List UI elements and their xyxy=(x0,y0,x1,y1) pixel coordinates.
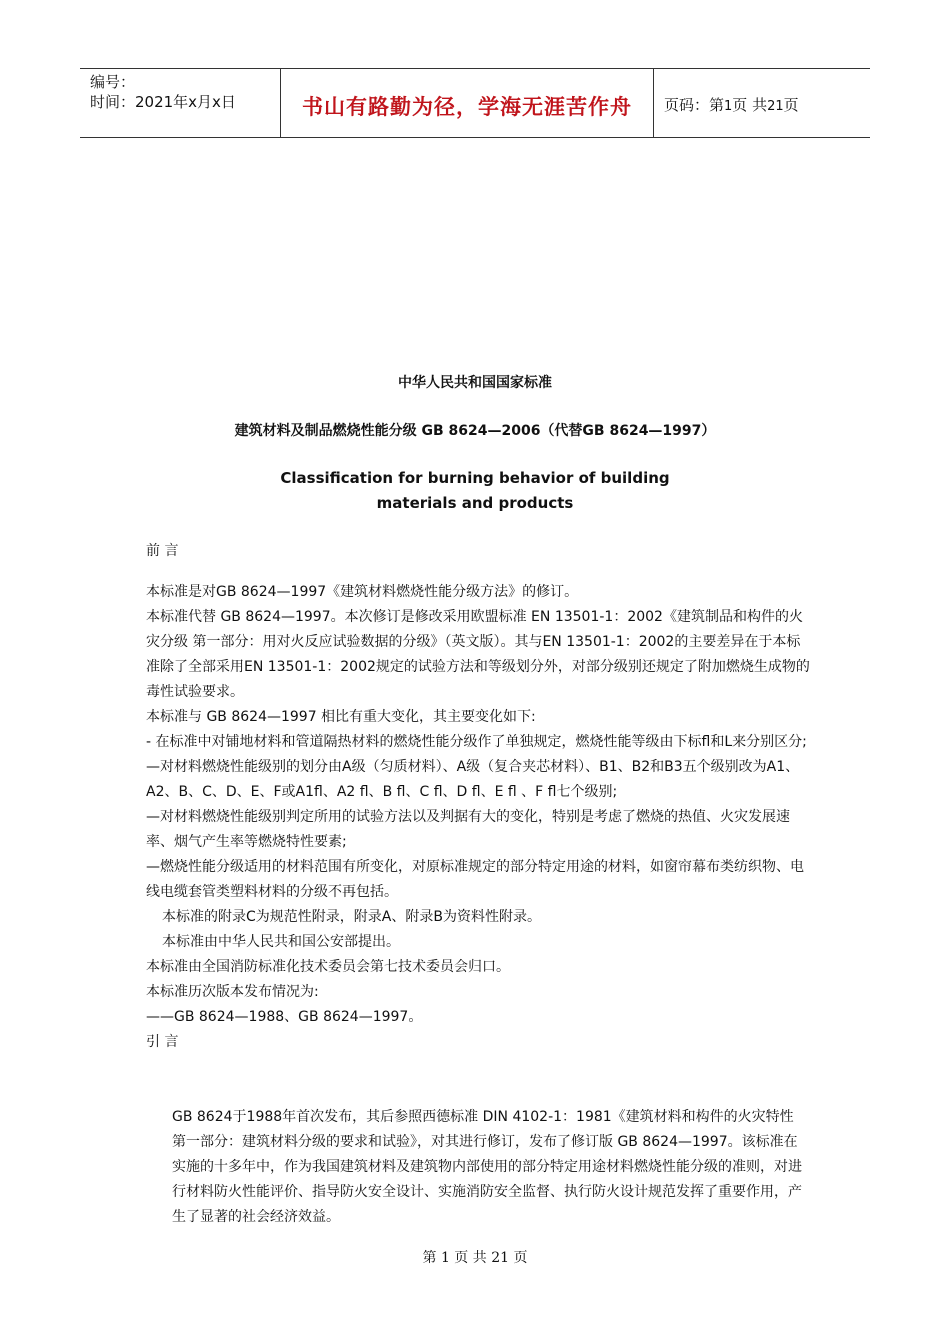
list-item: - 在标准中对铺地材料和管道隔热材料的燃烧性能分级作了单独规定，燃烧性能等级由下标fl和L来分别区分; xyxy=(146,734,807,750)
paragraph: 本标准由中华人民共和国公安部提出。 xyxy=(162,934,400,950)
paragraph: 本标准历次版本发布情况为: xyxy=(146,984,319,1000)
list-item: —燃烧性能分级适用的材料范围有所变化，对原标准规定的部分特定用途的材料，如窗帘幕布类纺织物、电线电缆套管类塑料材料的分级不再包括。 xyxy=(146,859,804,900)
page-total: 21 xyxy=(767,99,784,114)
page-mid-label: 页 共 xyxy=(732,96,768,114)
intro-body xyxy=(146,1105,810,1230)
paragraph: 本标准代替 GB 8624—1997。本次修订是修改采用欧盟标准 EN 13501-1：2002《建筑制品和构件的火灾分级 第一部分：用对火反应试验数据的分级》（英文版）。其与EN 13501-1：2002的主要差异在于本标准除了全部采用EN 13501-1：2002规定的试验方法和等级划分外，对部分级别还规定了附加燃烧生成物的毒性试验要求。 xyxy=(146,609,810,700)
header-page-cell xyxy=(654,69,870,137)
intro-paragraph: GB 8624于1988年首次发布，其后参照西德标准 DIN 4102-1：1981《建筑材料和构件的火灾特性 第一部分：建筑材料分级的要求和试验》，对其进行修订，发布了修订版 GB 8624—1997。该标准在实施的十多年中，作为我国建筑材料及建筑物内部使用的部分特定用途材料燃烧性能分级的准则，对进行材料防火性能评价、指导防火安全设计、实施消防安全监督、执行防火设计规范发挥了重要作用，产生了显著的社会经济效益。 xyxy=(172,1109,802,1225)
document-number-label: 编号： xyxy=(90,73,136,91)
paragraph: ——GB 8624—1988、GB 8624—1997。 xyxy=(146,1009,423,1025)
page-footer: 第 1 页 共 21 页 xyxy=(422,1250,528,1266)
page-header xyxy=(80,68,870,138)
standard-org-title: 中华人民共和国国家标准 xyxy=(398,375,552,391)
header-motto-cell xyxy=(281,69,654,137)
header-meta-cell xyxy=(80,69,281,137)
document-time-label: 时间：2021年x月x日 xyxy=(90,93,236,111)
paragraph: 本标准由全国消防标准化技术委员会第七技术委员会归口。 xyxy=(146,959,510,975)
preface-body xyxy=(146,580,810,1055)
preface-heading: 前 言 xyxy=(146,543,179,559)
list-item: —对材料燃烧性能级别的划分由A级（匀质材料）、A级（复合夹芯材料）、B1、B2和B3五个级别改为A1、A2、B、C、D、E、F或A1fl、A2 fl、B fl、C fl、D fl、E fl 、F fl七个级别; xyxy=(146,759,800,800)
standard-main-title: 建筑材料及制品燃烧性能分级 GB 8624—2006（代替GB 8624—1997） xyxy=(234,423,716,439)
paragraph: 本标准与 GB 8624—1997 相比有重大变化，其主要变化如下: xyxy=(146,709,536,725)
page-end-label: 页 xyxy=(783,96,799,114)
paragraph: 本标准的附录C为规范性附录，附录A、附录B为资料性附录。 xyxy=(162,909,541,925)
english-title-line-2: materials and products xyxy=(376,494,574,512)
header-motto: 书山有路勤为径，学海无涯苦作舟 xyxy=(302,94,632,119)
page-current: 1 xyxy=(724,99,733,114)
list-item: —对材料燃烧性能级别判定所用的试验方法以及判据有大的变化，特别是考虑了燃烧的热值、火灾发展速率、烟气产生率等燃烧特性要素; xyxy=(146,809,790,850)
english-title xyxy=(0,466,950,516)
header-page-info xyxy=(664,94,799,115)
page-label: 页码：第 xyxy=(664,96,725,114)
paragraph: 本标准是对GB 8624—1997《建筑材料燃烧性能分级方法》的修订。 xyxy=(146,584,579,600)
english-title-line-1: Classification for burning behavior of building xyxy=(280,469,670,487)
intro-heading: 引 言 xyxy=(146,1034,179,1050)
